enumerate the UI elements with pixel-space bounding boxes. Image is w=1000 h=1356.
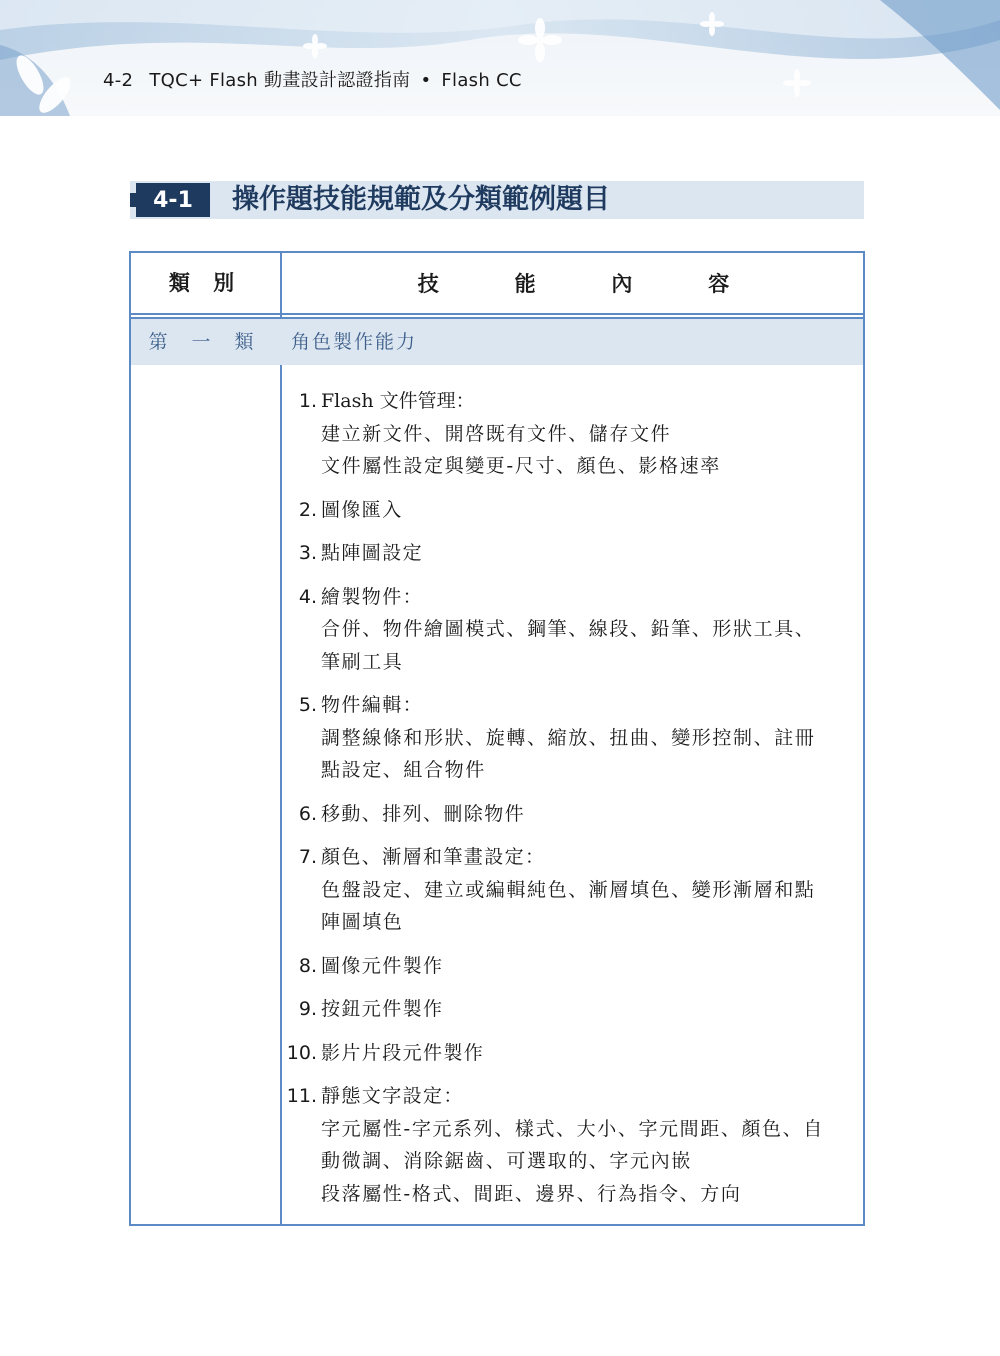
item-line: 圖像匯入: [321, 498, 403, 521]
book-title: TQC+ Flash 動畫設計認證指南: [149, 70, 411, 91]
running-head: [103, 66, 522, 92]
list-item: [284, 581, 854, 679]
book-subtitle: Flash CC: [441, 70, 522, 91]
item-number: 6.: [298, 802, 317, 825]
skill-item-list: [284, 385, 854, 1221]
item-number: 8.: [298, 954, 317, 977]
header-skills-char: 容: [708, 272, 730, 296]
item-line: 靜態文字設定：: [321, 1085, 464, 1107]
header-decoration: [0, 0, 1000, 116]
section-number: 4-1: [136, 183, 210, 217]
item-line-text: Flash 文件管理：: [321, 390, 475, 412]
item-number: 11.: [286, 1085, 317, 1107]
item-number: 1.: [298, 390, 317, 412]
item-line: 物件編輯：: [321, 694, 424, 716]
column-divider: [280, 253, 282, 1224]
item-line: [321, 385, 854, 418]
item-line: 點陣圖設定: [321, 542, 424, 564]
header-skills-char: 能: [514, 272, 536, 296]
table-header-row: [131, 253, 863, 315]
category-label: 第 一 類: [148, 331, 263, 353]
list-item: [284, 1080, 854, 1210]
list-item: [284, 689, 854, 787]
skills-table: [129, 251, 865, 1226]
page-number: 4-2: [103, 70, 134, 91]
item-line: 影片片段元件製作: [321, 1041, 485, 1064]
header-skills-char: 內: [611, 272, 633, 296]
item-line: 文件屬性設定與變更-尺寸、顏色、影格速率: [321, 455, 721, 477]
header-skills: [282, 253, 865, 313]
list-item: [284, 950, 854, 983]
item-number: 9.: [298, 998, 317, 1020]
item-line: 繪製物件：: [321, 585, 424, 608]
list-item: [284, 537, 854, 570]
item-number: 7.: [298, 846, 317, 868]
item-line: 按鈕元件製作: [321, 998, 444, 1020]
header-skills-char: 技: [417, 272, 439, 296]
wave-flower-decoration-icon: [0, 0, 1000, 116]
item-line: 筆刷工具: [321, 650, 404, 673]
list-item: [284, 798, 854, 831]
list-item: [284, 1037, 854, 1070]
item-number: 3.: [298, 542, 317, 564]
item-line: 調整線條和形狀、旋轉、縮放、扭曲、變形控制、註冊: [321, 726, 816, 749]
item-line: 合併、物件繪圖模式、鋼筆、線段、鉛筆、形狀工具、: [321, 618, 816, 640]
item-line: 色盤設定、建立或編輯純色、漸層填色、變形漸層和點: [321, 878, 816, 901]
list-item: [284, 841, 854, 939]
item-line: 顏色、漸層和筆畫設定：: [321, 846, 546, 868]
list-item: [284, 385, 854, 483]
item-number: 5.: [298, 694, 317, 716]
item-line: 移動、排列、刪除物件: [321, 802, 526, 825]
item-number: 4.: [298, 585, 317, 608]
item-line: 建立新文件、開啓既有文件、儲存文件: [321, 422, 672, 445]
item-number: 2.: [298, 498, 317, 521]
item-line: 點設定、組合物件: [321, 759, 486, 781]
item-line: 圖像元件製作: [321, 954, 444, 977]
list-item: [284, 993, 854, 1026]
item-line: 動微調、消除鋸齒、可選取的、字元內嵌: [321, 1150, 692, 1172]
item-line: 陣圖填色: [321, 911, 404, 933]
category-row: [131, 317, 863, 365]
item-line: 段落屬性-格式、間距、邊界、行為指令、方向: [321, 1182, 742, 1205]
list-item: [284, 494, 854, 527]
item-number: 10.: [286, 1041, 317, 1064]
header-category: 類 別: [168, 271, 243, 295]
item-line: 字元屬性-字元系列、樣式、大小、字元間距、顏色、自: [321, 1117, 824, 1140]
skill-group-label: 角色製作能力: [291, 331, 418, 353]
section-title: 操作題技能規範及分類範例題目: [232, 184, 610, 215]
bullet-separator: •: [420, 70, 432, 91]
